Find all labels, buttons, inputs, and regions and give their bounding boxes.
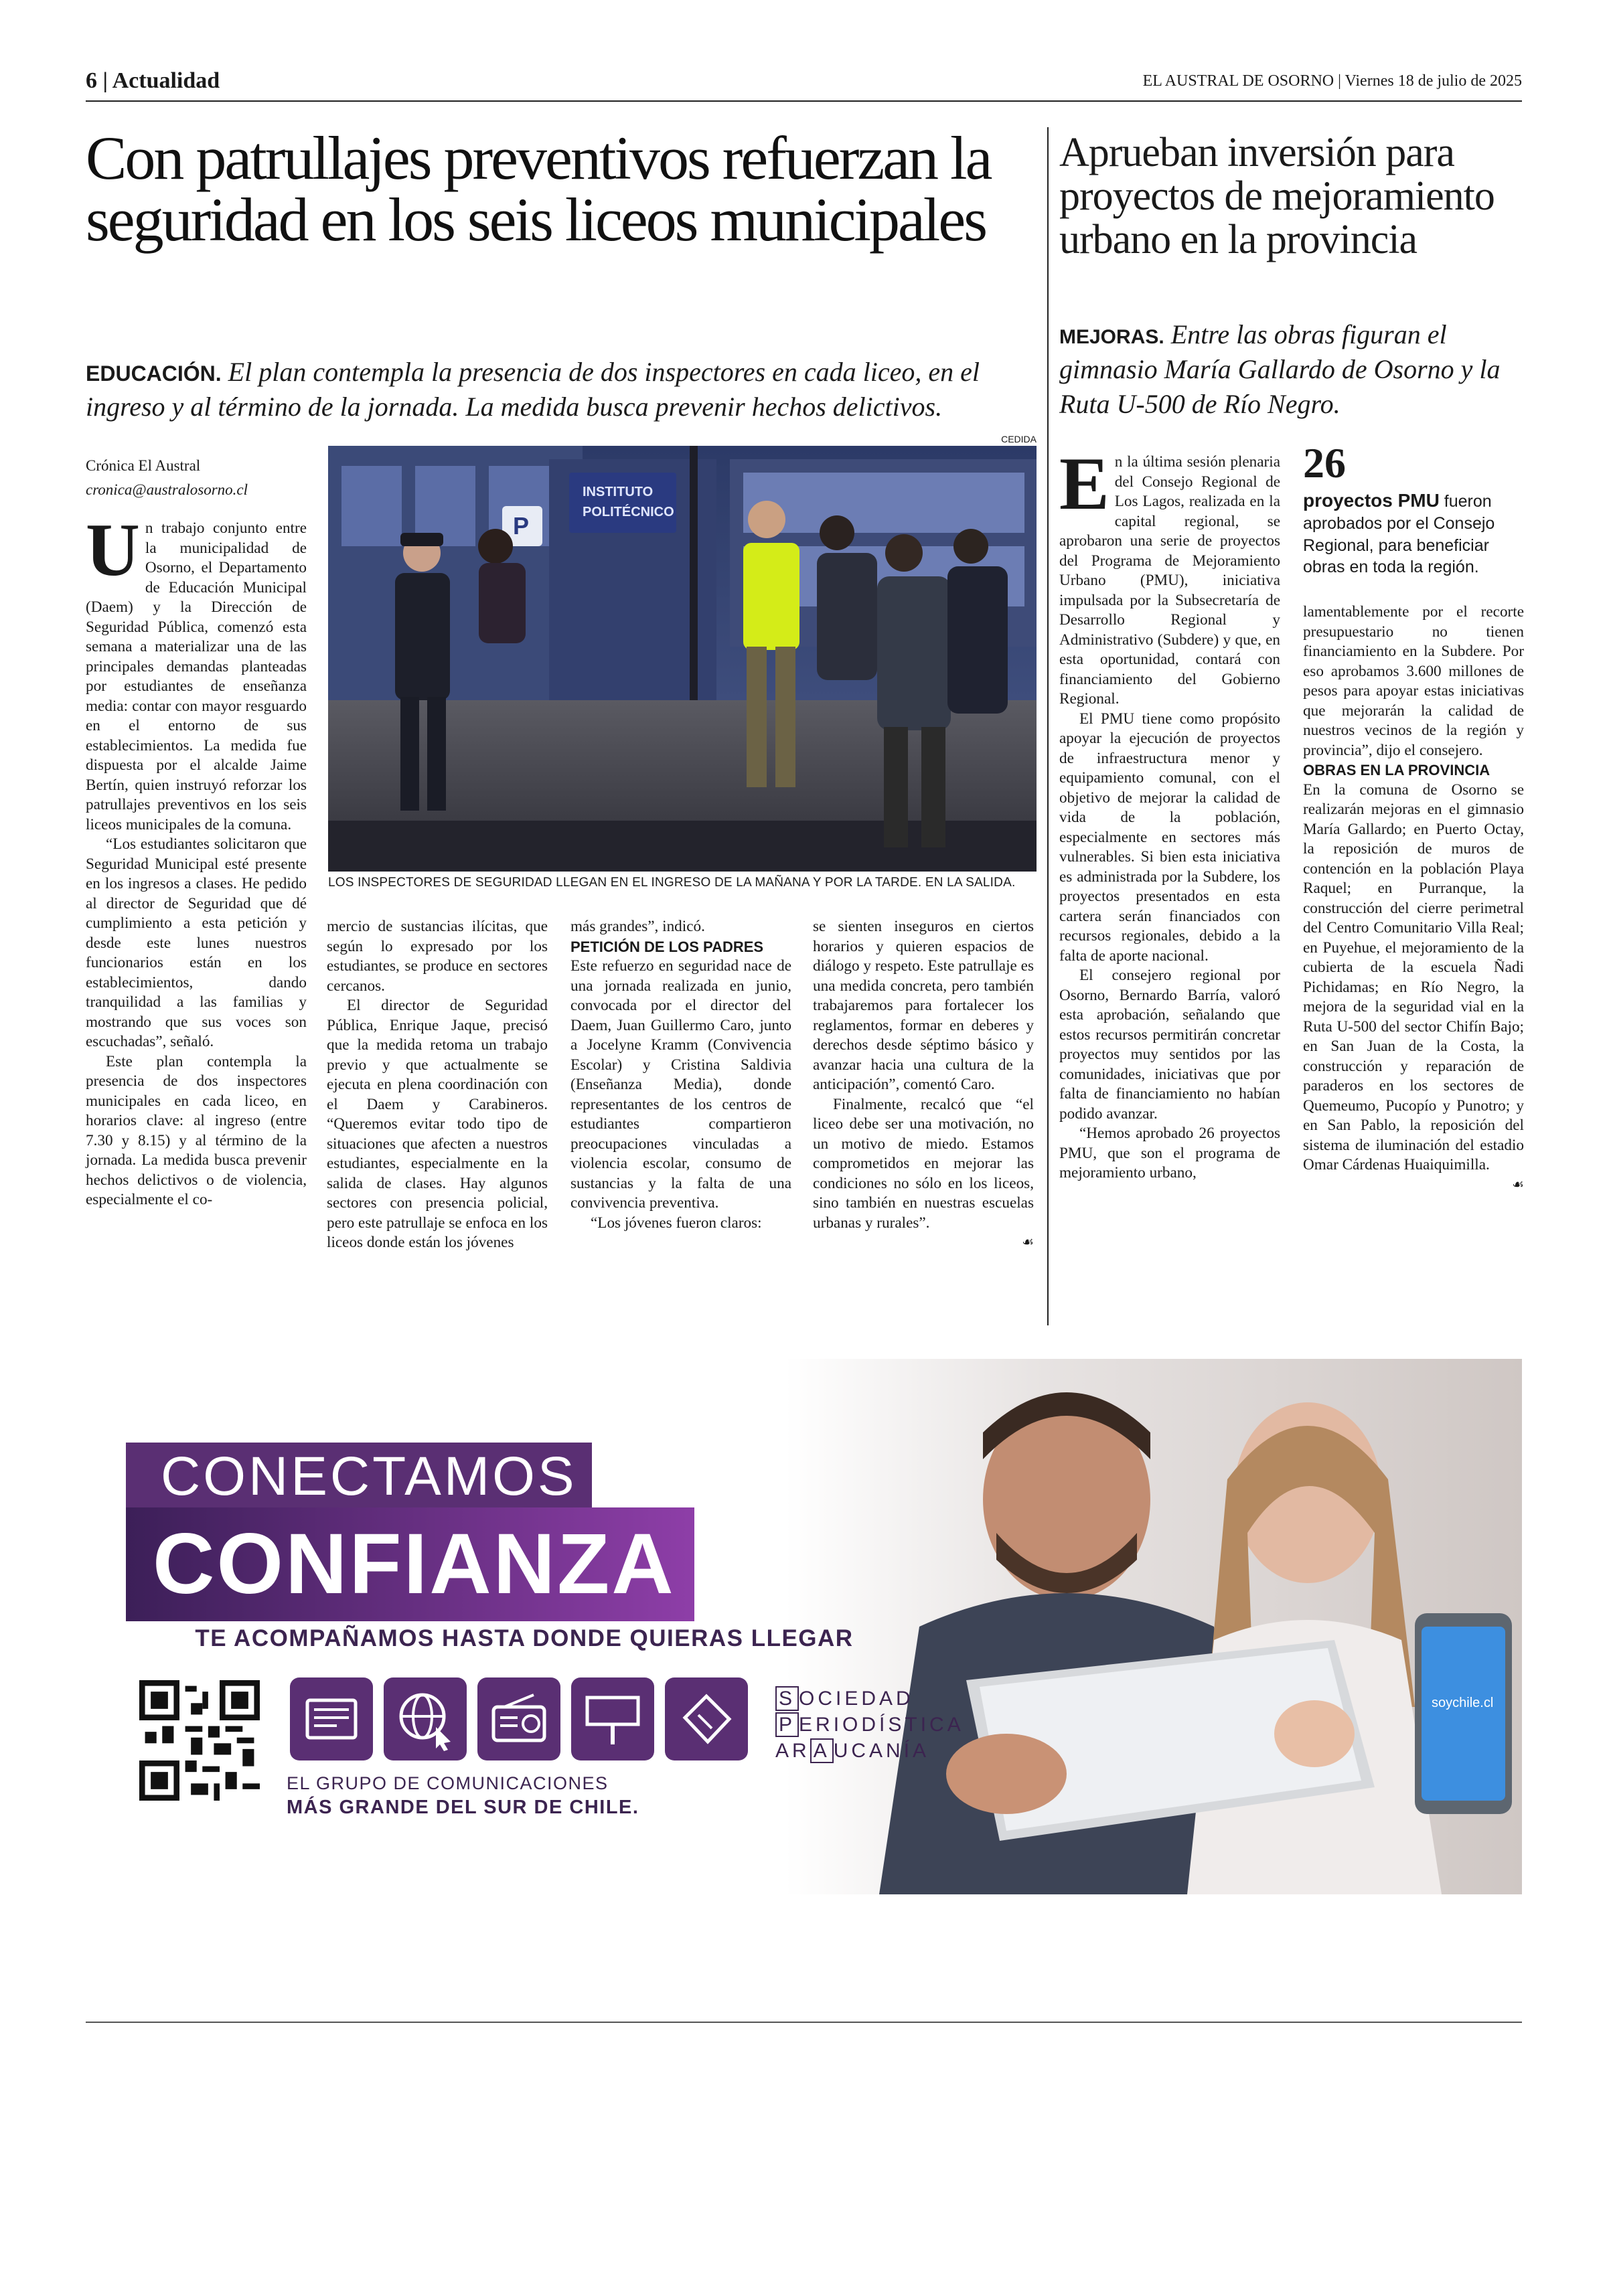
article-column-4	[813, 917, 1034, 1253]
paragraph: n trabajo conjunto entre la municipalidad de Osorno, el Departamento de Educación Municipal (Daem) y la Dirección de Seguridad Pública, comenzó esta semana a materializar una de las principales demandas planteadas por estudiantes de enseñanza media: contar con mayor resguardo en el entorno de sus establecimientos. La medida fue dispuesta por el alcalde Jaime Bertín, quien instruyó reforzar los patrullajes preventivos en los seis liceos municipales de la comuna.	[86, 519, 307, 833]
paragraph: Finalmente, recalcó que “el liceo debe ser una motivación, no un motivo de miedo. Estamos comprometidos en mejorar las condiciones no sólo en los liceos, sino también en nuestras escuelas urbanas y rurales”.	[813, 1095, 1034, 1232]
paragraph: n la última sesión plenaria del Consejo Regional de Los Lagos, realizada en la capital regional, se aprobaron una serie de proyectos del Programa de Mejoramiento Urbano (PMU), iniciativa impulsada por la Subsecretaría de Desarrollo Regional y Administrativo (Subdere) y que, en esta oportunidad, contará con financiamiento del Gobierno Regional.	[1059, 453, 1280, 708]
advertisement[interactable]	[86, 1359, 1522, 1894]
logo-word-2: ERIODÍSTICA	[799, 1714, 964, 1736]
signboard-icon[interactable]	[571, 1677, 654, 1760]
logo-word-3: UCANÍA	[833, 1740, 930, 1762]
page-bottom-rule	[86, 2022, 1522, 2023]
logo-initial-a: A	[810, 1738, 834, 1763]
ad-company-description	[287, 1773, 639, 1819]
edition-line: EL AUSTRAL DE OSORNO | Viernes 18 de julio de 2025	[1142, 72, 1522, 90]
page-header	[86, 66, 1522, 102]
stat-bold: proyectos PMU	[1303, 490, 1440, 511]
paragraph: más grandes”, indicó.	[570, 918, 705, 935]
logo-initial-p: P	[775, 1712, 799, 1737]
lead-text: El plan contempla la presencia de dos inspectores en cada liceo, en el ingreso y al término de la jornada. La medida busca prevenir hechos delictivos.	[86, 357, 980, 422]
logo-word-3-prefix: AR	[775, 1740, 810, 1762]
ad-company-line-1: EL GRUPO DE COMUNICACIONES	[287, 1773, 609, 1793]
article-column-3	[570, 917, 791, 1233]
paragraph: mercio de sustancias ilícitas, que según lo expresado por los estudiantes, se produce en sectores cercanos.	[327, 918, 548, 995]
radio-icon[interactable]	[477, 1677, 560, 1760]
stat-description: fueron aprobados por el Consejo Regional, para beneficiar obras en toda la región.	[1303, 492, 1495, 577]
globe-cursor-icon[interactable]	[384, 1677, 467, 1760]
stat-text	[1303, 489, 1524, 578]
column-divider	[1047, 127, 1049, 1325]
byline-email: cronica@australosorno.cl	[86, 481, 248, 498]
article-lead	[86, 355, 1037, 424]
paragraph: “Los jóvenes fueron claros:	[591, 1214, 762, 1232]
logo-initial-s: S	[775, 1686, 799, 1711]
article-column-2	[327, 917, 548, 1253]
phone-screen-text: soychile.cl	[1432, 1696, 1494, 1710]
photo-caption: LOS INSPECTORES DE SEGURIDAD LLEGAN EN EL INGRESO DE LA MAÑANA Y POR LA TARDE. EN LA SALIDA.	[328, 876, 1016, 890]
ad-title-line-2: CONFIANZA	[126, 1507, 694, 1621]
paragraph: “Los estudiantes solicitaron que Seguridad Municipal esté presente en los ingresos a clases. He pedido al director de Seguridad que dé cumplimiento a esta petición y desde este lunes nuestros funcionarios están en los establecimientos, dando tranquilidad a las familias y mostrando que sus voces son escuchadas”, señaló.	[86, 835, 307, 1050]
lead-kicker: EDUCACIÓN.	[86, 361, 222, 386]
lead-text: Entre las obras figuran el gimnasio María Gallardo de Osorno y la Ruta U-500 de Río Negro.	[1059, 319, 1501, 419]
article-column-2	[1303, 602, 1524, 1195]
svg-text:P: P	[513, 512, 530, 540]
photo-security-inspectors	[328, 446, 1037, 872]
section-label: 6 | Actualidad	[86, 68, 220, 93]
paragraph: El director de Seguridad Pública, Enrique Jaque, precisó que la medida retoma un trabajo previo y que actualmente se ejecuta en plena coordinación con el Daem y Carabineros. “Queremos evitar todo tipo de situaciones que afecten a nuestros estudiantes, especialmente en la salida de clases. Hay algunos sectores con presencia policial, pero este patrullaje se enfoca en los liceos donde están los jóvenes	[327, 997, 548, 1251]
end-mark-icon: ☙	[1022, 1235, 1034, 1250]
article-column-1	[86, 509, 307, 1210]
ad-title-line-1: CONECTAMOS	[126, 1443, 592, 1511]
paragraph: “Hemos aprobado 26 proyectos PMU, que son el programa de mejoramiento urbano,	[1059, 1125, 1280, 1181]
stat-number: 26	[1303, 439, 1346, 487]
ad-organization-logo	[775, 1686, 964, 1764]
article-lead	[1059, 317, 1528, 422]
paragraph: Este plan contempla la presencia de dos inspectores municipales en cada liceo, en horarios clave: al ingreso (entre 7.30 y 8.15) y al término de la jornada. La medida busca prevenir hechos delictivos o de violencia, especialmente el co-	[86, 1052, 307, 1208]
byline-name: Crónica El Austral	[86, 457, 201, 474]
paragraph: se sienten inseguros en ciertos horarios y quieren espacios de diálogo y respeto. Este patrullaje es una medida concreta, pero también trabajaremos para fortalecer los reglamentos, formar en deberes y derechos desde séptimo básico y avanzar hacia una cultura de la anticipación”, comentó Caro.	[813, 918, 1034, 1093]
paragraph: En la comuna de Osorno se realizarán mejoras en el gimnasio María Gallardo; en Puerto Octay, la reposición de muros de contención en la población Playa Raquel; en Purranque, la construcción del cierre perimetral del Centro Comunitario Villa Real; en Puyehue, el mejoramiento de la cubierta de la escuela Ñadi Pichidamas; en Río Negro, la mejora de la seguridad vial en la Ruta U-500 del sector Chifín Bajo; en San Juan de la Costa, la construcción y reparación de paraderos en los sectores de Quemeumo, Pucopío y Punotro; y en San Pablo, la reposición del sistema de iluminación del estadio Omar Cárdenas Huaiquimilla.	[1303, 781, 1524, 1173]
subheading: OBRAS EN LA PROVINCIA	[1303, 762, 1490, 778]
lead-kicker: MEJORAS.	[1059, 326, 1164, 348]
stat-box	[1303, 439, 1524, 578]
article-photo	[328, 434, 1037, 872]
paragraph: El PMU tiene como propósito apoyar la ejecución de proyectos de infraestructura menor y equipamiento comunal, con el objetivo de mejorar la calidad de vida de la población, especialmente en sectores más vulnerables. Si bien esta iniciativa es administrada por la Subdere, los proyectos presentados en esta cartera serán financiados con recursos regionales, debido a la falta de aporte nacional.	[1059, 710, 1280, 965]
paragraph: Este refuerzo en seguridad nace de una jornada realizada en junio, convocada por el director del Daem, Juan Guillermo Caro, junto a Jocelyne Kramm (Convivencia Escolar) y Cristina Saldivia (Enseñanza Media), donde representantes de los centros de estudiantes compartieron preocupaciones vinculadas a violencia escolar, consumo de sustancias y la falta de una convivencia preventiva.	[570, 957, 791, 1212]
photo-credit: CEDIDA	[1001, 434, 1037, 444]
drop-cap: E	[1059, 442, 1109, 525]
ad-company-line-2: MÁS GRANDE DEL SUR DE CHILE.	[287, 1796, 639, 1818]
ticket-icon[interactable]	[665, 1677, 748, 1760]
article-column-1	[1059, 442, 1280, 1183]
paragraph: lamentablemente por el recorte presupuestario no tienen financiamiento en la Subdere. Por eso aprobamos 3.600 millones de pesos para apoyar estas iniciativas que mejorarán la calidad de nuestros vecinos de la región y provincia”, dijo el consejero.	[1303, 603, 1524, 759]
article-headline: Con patrullajes preventivos refuerzan la seguridad en los seis liceos municipales	[86, 124, 991, 254]
photo-sign-line-2: POLITÉCNICO	[583, 505, 674, 519]
article-headline: Aprueban inversión para proyectos de mejoramiento urbano en la provincia	[1059, 130, 1495, 263]
logo-word-1: OCIEDAD	[799, 1688, 914, 1710]
end-mark-icon: ☙	[1512, 1177, 1524, 1192]
byline	[86, 454, 307, 501]
subheading: PETICIÓN DE LOS PADRES	[570, 938, 764, 955]
drop-cap: U	[86, 509, 140, 592]
paragraph: El consejero regional por Osorno, Bernardo Barría, valoró esta aprobación, señalando que estos recursos permitirán concretar proyectos muy sentidos por las comunidades, iniciativas que por falta de financiamiento no habían podido avanzar.	[1059, 967, 1280, 1123]
photo-sign-line-1: INSTITUTO	[583, 485, 654, 499]
ad-tagline: TE ACOMPAÑAMOS HASTA DONDE QUIERAS LLEGAR	[195, 1625, 854, 1651]
qr-code-icon[interactable]	[139, 1680, 260, 1801]
newspaper-icon[interactable]	[290, 1677, 373, 1760]
